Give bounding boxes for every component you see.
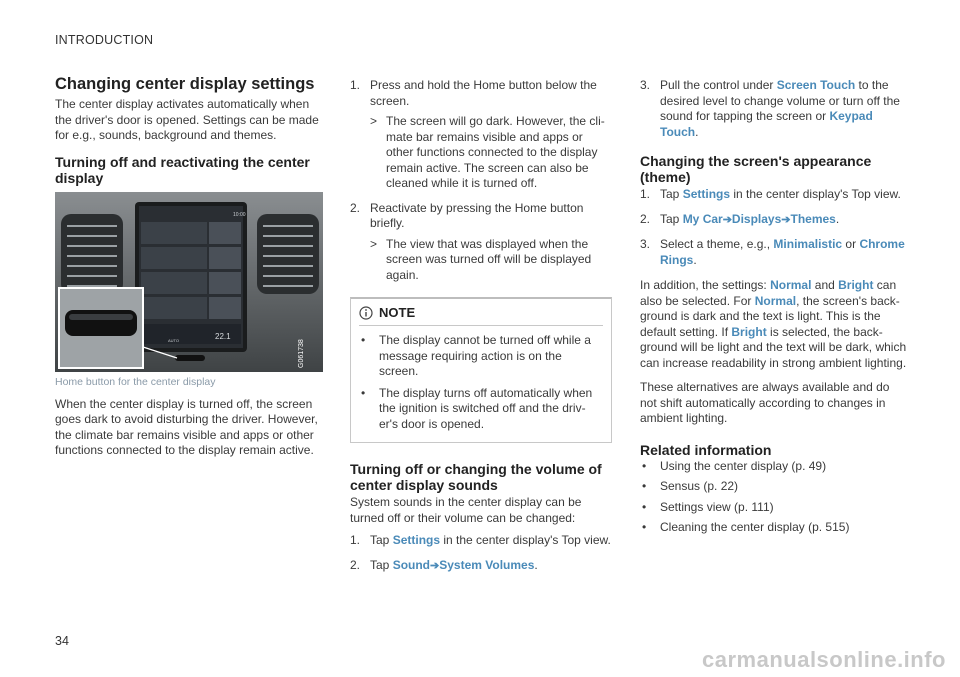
subheading-turning-off: Turning off and reactivating the center display <box>55 153 310 186</box>
step-1-result: > The screen will go dark. However, the cli-mate bar remains visible and apps or other functions connected to the display remain active. The screen can also be cleaned while it is turned off. <box>370 114 605 190</box>
body-paragraph: When the center display is turned off, the screen goes dark to avoid disturbing the driver. However, the climate bar remains visible and apps or other functions connected to the display remain active. <box>55 396 318 457</box>
step-2: 2. Reactivate by pressing the Home button briefly. <box>350 200 584 230</box>
screen-temp: 22.1 <box>215 331 231 341</box>
related-info-title: Related information <box>640 441 772 458</box>
related-link[interactable]: • Cleaning the center display (p. 515) <box>642 520 850 534</box>
right-air-vent <box>257 214 319 294</box>
related-link[interactable]: • Using the center display (p. 49) <box>642 458 827 473</box>
left-air-vent <box>61 214 123 294</box>
info-icon <box>359 306 373 320</box>
image-caption: Home button for the center display <box>55 375 216 388</box>
column-3 <box>640 78 908 536</box>
column-1 <box>55 75 323 459</box>
step-1: 1. Press and hold the Home button below the screen. <box>350 78 597 108</box>
running-header: INTRODUCTION <box>55 33 154 47</box>
note-item: • The display turns off automatically when the ignition is switched off and the driv-er's door is opened. <box>361 385 593 431</box>
home-button <box>175 355 205 361</box>
theme-section-title: Changing the screen's appearance (theme) <box>640 153 872 185</box>
volume-intro: System sounds in the center display can be turned off or their volume can be changed: <box>350 495 582 525</box>
theme-step-1: 1. Tap Settings in the center display's Top view. <box>640 187 901 201</box>
image-code: G061738 <box>298 338 305 368</box>
volume-step-3: 3. Pull the control under Screen Touch to the desired level to change volume or turn off the sound for tapping the screen or Keypad Touch. <box>640 78 900 139</box>
related-info-list <box>640 459 908 536</box>
section-title: Changing center display settings <box>55 75 315 93</box>
theme-step-2: 2. Tap My Car➔Displays➔Themes. <box>640 211 840 226</box>
theme-explanation: In addition, the settings: Normal and Bright can also be selected. For Normal, the screen's back-ground is dark and the text is light. This is the default setting. If Bright is selected, the back-ground will be light and the text will be dark, which can increase readability in strong ambient lighting. <box>640 278 907 370</box>
note-box <box>350 297 612 443</box>
volume-step-1: 1. Tap Settings in the center display's Top view. <box>350 533 611 547</box>
related-link[interactable]: • Sensus (p. 22) <box>642 479 739 493</box>
intro-paragraph: The center display activates automatically when the driver's door is opened. Settings can be made for e.g., sounds, background and themes. <box>55 97 319 142</box>
theme-note-paragraph: These alternatives are always available and do not shift automatically according to changes in ambient lighting. <box>640 380 890 425</box>
step-2-result: > The view that was displayed when the screen was turned off will be displayed again. <box>370 236 592 282</box>
column-2 <box>350 78 612 574</box>
home-button-zoom-inset <box>59 288 143 368</box>
note-header: NOTE <box>359 305 603 326</box>
volume-step-2: 2. Tap Sound➔System Volumes. <box>350 557 538 572</box>
related-link[interactable]: • Settings view (p. 111) <box>642 499 774 514</box>
page-number: 34 <box>55 634 69 648</box>
settings-link: Settings <box>392 533 441 547</box>
arrow-right-icon: ➔ <box>781 213 791 226</box>
center-display-photo <box>55 192 323 372</box>
volume-section-title: Turning off or changing the volume of center display sounds <box>350 461 602 493</box>
note-item: • The display cannot be turned off while a message requiring action is on the screen. <box>361 333 591 378</box>
arrow-right-icon: ➔ <box>430 559 440 572</box>
watermark: carmanualsonline.info <box>702 647 946 672</box>
arrow-right-icon: ➔ <box>722 213 732 226</box>
screen-time: 10:00 <box>233 211 246 218</box>
theme-step-3: 3. Select a theme, e.g., Minimalistic or Chrome Rings. <box>640 237 905 267</box>
screen-auto: AUTO <box>168 337 180 343</box>
